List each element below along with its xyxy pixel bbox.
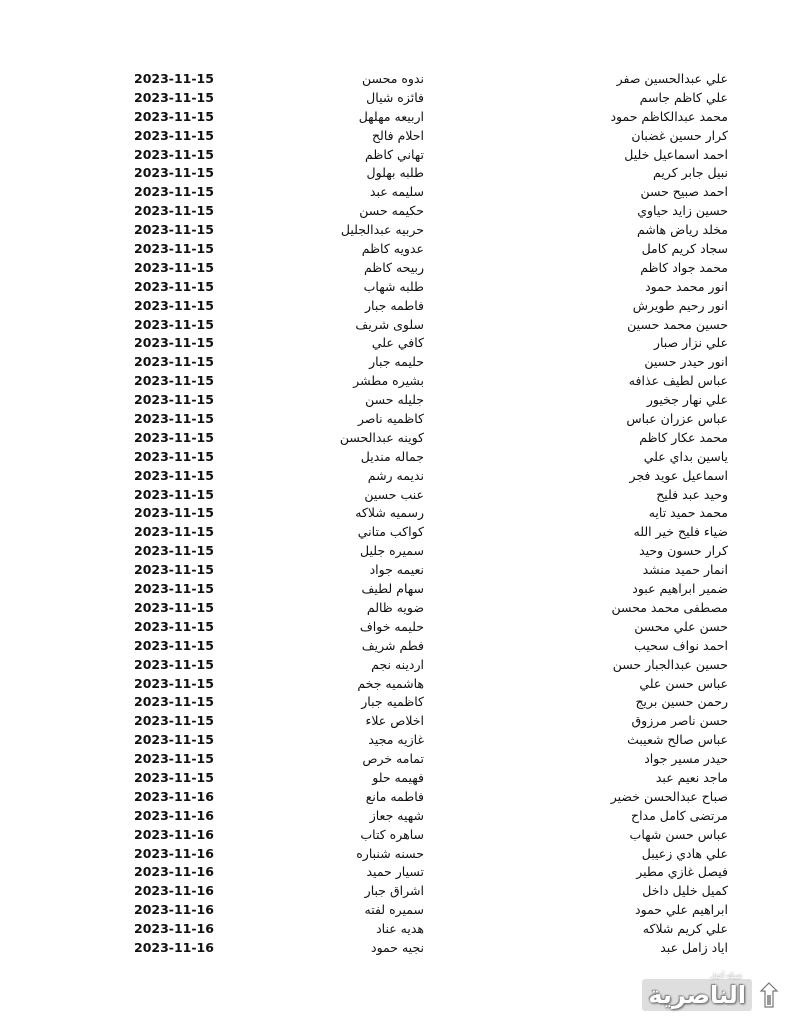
list-row [0,561,792,580]
row-date: 2023-11-15 [134,694,214,710]
row-date: 2023-11-15 [134,411,214,427]
list-row [0,882,792,901]
row-person-name: عباس عزران عباس [626,411,728,427]
row-mother-name: حليمه جبار [369,354,424,370]
list-row [0,164,792,183]
list-row [0,221,792,240]
row-person-name: ضياء فليح خير الله [633,524,728,540]
row-person-name: صباح عبدالحسن خضير [610,788,728,804]
row-mother-name: تهاني كاظم [365,146,424,162]
row-person-name: حسين محمد حسين [627,316,728,332]
list-row [0,637,792,656]
list-row [0,372,792,391]
list-row [0,334,792,353]
row-person-name: عباس صالح شعيبث [627,732,728,748]
row-date: 2023-11-15 [134,562,214,578]
row-mother-name: شهيه جعاز [369,807,424,823]
row-person-name: حسين عبدالجبار حسن [612,656,728,672]
row-mother-name: نجيه حمود [371,939,424,955]
row-mother-name: سليمه عبد [369,184,424,200]
row-date: 2023-11-15 [134,184,214,200]
row-person-name: ماجد نعيم عبد [655,769,728,785]
logo-emblem-icon [756,980,782,1010]
row-mother-name: رسميه شلاكه [355,505,424,521]
row-person-name: ياسين بداي علي [643,448,728,464]
row-person-name: محمد عبدالكاظم حمود [610,108,728,124]
row-date: 2023-11-16 [134,807,214,823]
row-mother-name: عدويه كاظم [361,241,424,257]
row-mother-name: هاشميه جخم [357,675,424,691]
row-person-name: ضمير ابراهيم عبود [632,581,728,597]
row-mother-name: سميره لفته [364,902,424,918]
list-row [0,863,792,882]
list-row [0,580,792,599]
row-mother-name: كواكب متاني [357,524,424,540]
watermark-logo [642,972,782,1012]
row-mother-name: فاطمه مانع [365,788,424,804]
row-mother-name: طلبه شهاب [363,278,424,294]
row-date: 2023-11-15 [134,146,214,162]
row-person-name: نبيل جابر كريم [653,165,728,181]
row-mother-name: سهام لطيف [361,581,424,597]
list-row [0,353,792,372]
row-mother-name: جماله منديل [360,448,424,464]
row-mother-name: هديه عناد [376,921,424,937]
row-date: 2023-11-15 [134,429,214,445]
row-person-name: احمد اسماعيل خليل [624,146,728,162]
row-date: 2023-11-15 [134,108,214,124]
row-person-name: حيدر مسير جواد [644,751,728,767]
list-row [0,712,792,731]
row-date: 2023-11-16 [134,883,214,899]
row-date: 2023-11-15 [134,203,214,219]
row-mother-name: نعيمه جواد [369,562,424,578]
row-date: 2023-11-15 [134,505,214,521]
row-mother-name: كافي علي [371,335,424,351]
row-person-name: عباس حسن علي [639,675,728,691]
row-date: 2023-11-15 [134,713,214,729]
row-mother-name: نديمه رشم [367,467,424,483]
row-date: 2023-11-15 [134,297,214,313]
logo-text: الناصرية [642,979,752,1011]
row-person-name: كميل خليل داخل [642,883,728,899]
row-date: 2023-11-15 [134,89,214,105]
row-person-name: عباس لطيف عذافه [628,373,728,389]
list-row [0,731,792,750]
row-person-name: احمد نواف سحيب [634,637,728,653]
row-mother-name: اخلاص علاء [365,713,424,729]
row-date: 2023-11-15 [134,618,214,634]
row-date: 2023-11-15 [134,373,214,389]
list-row [0,467,792,486]
list-row [0,316,792,335]
row-mother-name: فهيمه حلو [372,769,424,785]
list-row [0,89,792,108]
row-date: 2023-11-15 [134,278,214,294]
list-row [0,656,792,675]
row-person-name: علي نزار صبار [653,335,728,351]
row-date: 2023-11-15 [134,751,214,767]
row-date: 2023-11-15 [134,165,214,181]
row-mother-name: ربيحه كاظم [363,259,424,275]
row-mother-name: حربيه عبدالجليل [340,222,424,238]
row-date: 2023-11-16 [134,788,214,804]
row-person-name: محمد عكار كاظم [639,429,728,445]
row-mother-name: احلام فالح [371,127,424,143]
row-person-name: كرار حسون وحيد [639,543,728,559]
row-person-name: فيصل غازي مطير [636,864,728,880]
row-mother-name: حكيمه حسن [359,203,424,219]
row-date: 2023-11-15 [134,241,214,257]
row-person-name: علي هادي زعيبل [641,845,728,861]
row-mother-name: اردينه نجم [371,656,424,672]
list-row [0,750,792,769]
row-mother-name: ضويه ظالم [366,599,424,615]
row-mother-name: كاظميه ناصر [357,411,424,427]
row-date: 2023-11-15 [134,599,214,615]
row-date: 2023-11-15 [134,448,214,464]
row-person-name: حسين زايد حياوي [637,203,728,219]
row-date: 2023-11-15 [134,354,214,370]
row-mother-name: ساهره كتاب [360,826,424,842]
list-row [0,108,792,127]
list-row [0,618,792,637]
row-person-name: محمد جواد كاظم [640,259,728,275]
row-date: 2023-11-15 [134,732,214,748]
row-date: 2023-11-15 [134,259,214,275]
row-mother-name: سميره جليل [360,543,424,559]
row-person-name: علي نهار جخيور [646,392,728,408]
row-person-name: رحمن حسين بريج [635,694,728,710]
row-person-name: انور رحيم طويرش [632,297,728,313]
list-row [0,807,792,826]
row-date: 2023-11-16 [134,902,214,918]
row-mother-name: اشراق جبار [364,883,424,899]
list-row [0,845,792,864]
list-row [0,259,792,278]
list-row [0,410,792,429]
row-date: 2023-11-15 [134,769,214,785]
row-person-name: ابراهيم علي حمود [635,902,728,918]
row-person-name: مخلد رياض هاشم [636,222,728,238]
row-mother-name: فائزه شيال [366,89,424,105]
list-row [0,693,792,712]
row-mother-name: عنب حسين [364,486,424,502]
row-person-name: وحيد عبد فليح [656,486,728,502]
row-date: 2023-11-15 [134,222,214,238]
row-person-name: انور محمد حمود [645,278,728,294]
list-row [0,788,792,807]
list-row [0,523,792,542]
row-date: 2023-11-15 [134,637,214,653]
list-row [0,240,792,259]
row-date: 2023-11-15 [134,467,214,483]
row-mother-name: غازيه مجيد [368,732,424,748]
row-date: 2023-11-15 [134,127,214,143]
row-person-name: حسن علي محسن [634,618,728,634]
row-person-name: اياد زامل عبد [660,939,728,955]
row-person-name: كرار حسين غضبان [631,127,728,143]
list-row [0,146,792,165]
logo-subtext: شبكة أخبار [710,972,742,980]
row-date: 2023-11-16 [134,921,214,937]
row-mother-name: طلبه بهلول [366,165,424,181]
list-row [0,504,792,523]
list-row [0,429,792,448]
list-row [0,448,792,467]
row-date: 2023-11-15 [134,656,214,672]
names-list [0,70,792,958]
list-row [0,769,792,788]
row-mother-name: جليله حسن [365,392,424,408]
row-date: 2023-11-15 [134,524,214,540]
row-person-name: مرتضى كامل مداح [631,807,728,823]
row-date: 2023-11-15 [134,392,214,408]
row-mother-name: فطم شريف [361,637,424,653]
list-row [0,391,792,410]
row-date: 2023-11-15 [134,675,214,691]
row-person-name: انور حيدر حسين [644,354,728,370]
row-mother-name: اربيعه مهلهل [358,108,424,124]
list-row [0,599,792,618]
row-person-name: اسماعيل عويد فجر [629,467,728,483]
row-date: 2023-11-15 [134,486,214,502]
row-person-name: مصطفى محمد محسن [611,599,728,615]
row-person-name: سجاد كريم كامل [641,241,728,257]
row-date: 2023-11-15 [134,543,214,559]
list-row [0,183,792,202]
row-date: 2023-11-15 [134,71,214,86]
list-row [0,486,792,505]
row-person-name: علي كاظم جاسم [639,89,728,105]
row-mother-name: كوينه عبدالحسن [339,429,424,445]
row-date: 2023-11-15 [134,316,214,332]
row-mother-name: تسيار حميد [366,864,424,880]
row-mother-name: كاظميه جبار [361,694,424,710]
list-row [0,127,792,146]
row-mother-name: ندوه محسن [361,71,424,86]
list-row [0,826,792,845]
list-row [0,939,792,958]
row-date: 2023-11-15 [134,581,214,597]
row-person-name: علي كريم شلاكه [642,921,728,937]
row-mother-name: فاطمه جبار [365,297,424,313]
row-date: 2023-11-16 [134,939,214,955]
row-mother-name: حسنه شنباره [356,845,424,861]
list-row [0,675,792,694]
row-mother-name: تمامه خرص [362,751,424,767]
list-row [0,920,792,939]
row-date: 2023-11-16 [134,826,214,842]
row-date: 2023-11-15 [134,335,214,351]
row-person-name: احمد صبيح حسن [640,184,728,200]
list-row [0,901,792,920]
row-date: 2023-11-16 [134,864,214,880]
row-person-name: حسن ناصر مرزوق [631,713,728,729]
row-date: 2023-11-16 [134,845,214,861]
row-person-name: محمد حميد تايه [648,505,728,521]
row-person-name: عباس حسن شهاب [629,826,728,842]
list-row [0,278,792,297]
row-mother-name: سلوى شريف [355,316,424,332]
list-row [0,70,792,89]
row-person-name: انمار حميد منشد [642,562,728,578]
list-row [0,542,792,561]
row-person-name: علي عبدالحسين صفر [616,71,728,86]
row-mother-name: حليمه خواف [359,618,424,634]
row-mother-name: بشيره مطشر [353,373,424,389]
list-row [0,202,792,221]
list-row [0,297,792,316]
